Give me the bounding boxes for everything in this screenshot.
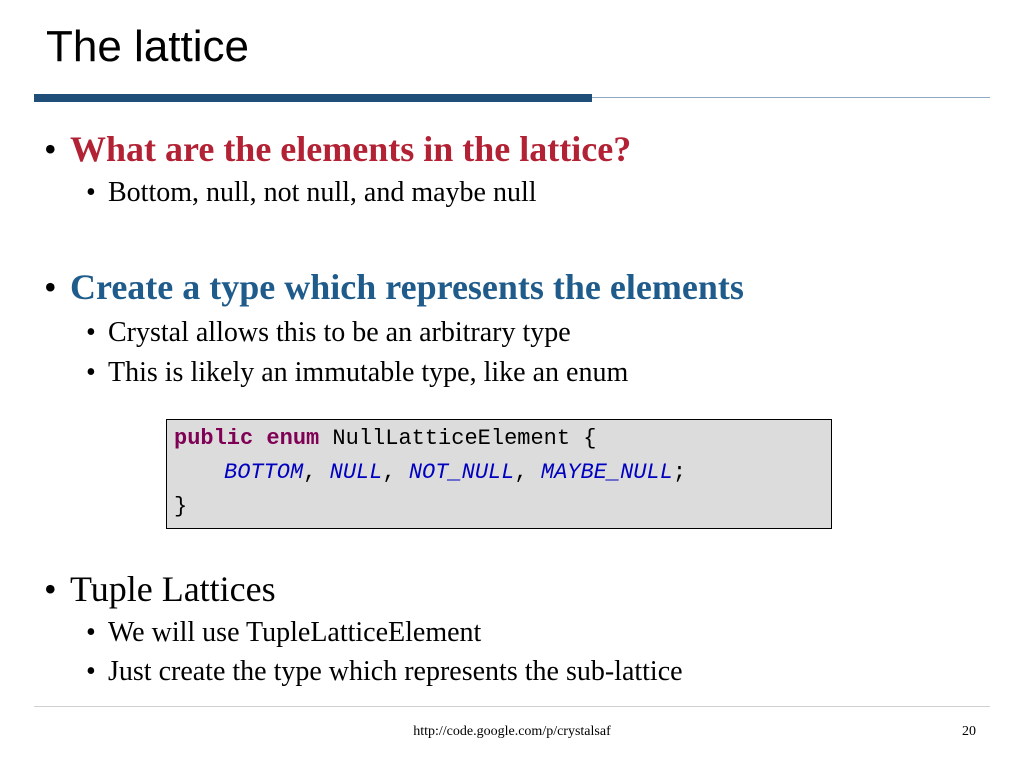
bullet-text: Just create the type which represents the sub-lattice <box>108 656 683 687</box>
code-comma: , <box>514 460 541 485</box>
code-line-2 <box>224 460 686 485</box>
sub-bullet-arbitrary-type <box>86 317 571 349</box>
bullet-dot: • <box>86 317 96 348</box>
sub-bullet-tuple-element <box>86 617 481 649</box>
code-comma: , <box>382 460 409 485</box>
code-keyword-public: public <box>174 426 254 451</box>
bullet-dot: • <box>86 177 96 208</box>
code-const-maybe-null: MAYBE_NULL <box>540 460 673 485</box>
bullet-text: Bottom, null, not null, and maybe null <box>108 177 537 208</box>
code-comma: , <box>303 460 330 485</box>
bullet-text: Crystal allows this to be an arbitrary type <box>108 317 571 348</box>
slide-title: The lattice <box>46 22 249 71</box>
title-underline-thick <box>34 94 592 102</box>
code-declaration: NullLatticeElement { <box>319 426 597 451</box>
bullet-dot: • <box>44 129 57 169</box>
code-keyword-enum: enum <box>266 426 320 451</box>
bullet-text: Tuple Lattices <box>70 569 276 609</box>
bullet-dot: • <box>86 656 96 687</box>
bullet-dot: • <box>86 357 96 388</box>
code-const-bottom: BOTTOM <box>224 460 304 485</box>
bullet-dot: • <box>44 267 57 307</box>
sub-bullet-sub-lattice <box>86 656 683 688</box>
sub-bullet-elements <box>86 177 537 209</box>
bullet-tuple-lattices <box>44 568 276 610</box>
footer-divider <box>34 706 990 707</box>
bullet-text: This is likely an immutable type, like an enum <box>108 357 629 388</box>
code-semicolon: ; <box>672 460 687 485</box>
bullet-elements-question <box>44 128 631 170</box>
footer-url: http://code.google.com/p/crystalsaf <box>413 724 611 739</box>
code-line-3: } <box>174 494 188 519</box>
bullet-create-type <box>44 266 744 308</box>
bullet-dot: • <box>86 617 96 648</box>
title-underline-thin <box>592 97 990 98</box>
code-block <box>166 419 832 529</box>
code-const-null: NULL <box>329 460 383 485</box>
code-const-not-null: NOT_NULL <box>408 460 515 485</box>
bullet-dot: • <box>44 569 57 609</box>
bullet-text: Create a type which represents the elements <box>70 267 744 307</box>
page-number: 20 <box>962 724 976 739</box>
sub-bullet-immutable-type <box>86 357 628 389</box>
code-line-1 <box>174 426 596 451</box>
bullet-text: What are the elements in the lattice? <box>70 129 632 169</box>
bullet-text: We will use TupleLatticeElement <box>108 617 482 648</box>
